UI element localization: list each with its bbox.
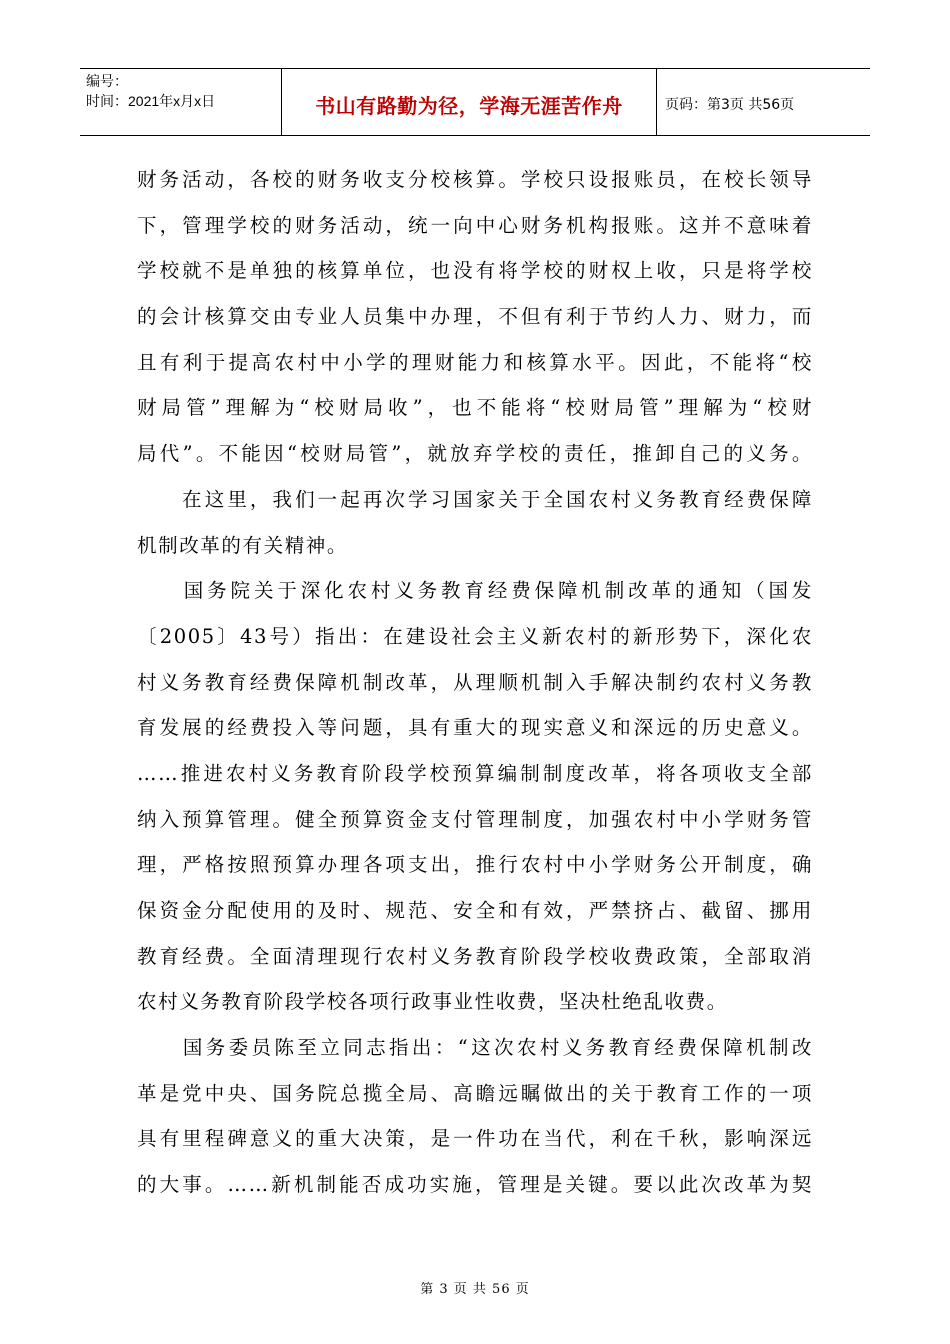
header-page-cell [657, 71, 870, 137]
body-line: 在这里，我们一起再次学习国家关于全国农村义务教育经费保障 [137, 487, 813, 511]
body-line: 农村义务教育阶段学校各项行政事业性收费，坚决杜绝乱收费。 [137, 990, 728, 1014]
document-number-label: 编号： [86, 73, 128, 89]
body-line: 且有利于提高农村中小学的理财能力和核算水平。因此，不能将“校 [137, 350, 813, 374]
body-line: 的大事。……新机制能否成功实施，管理是关键。要以此次改革为契 [137, 1173, 813, 1197]
body-line: 〔2005〕43号）指出：在建设社会主义新农村的新形势下，深化农 [137, 624, 813, 648]
body-line: 财务活动，各校的财务收支分校核算。学校只设报账员，在校长领导 [137, 168, 813, 191]
document-body [137, 157, 813, 1208]
header-motto: 书山有路勤为径，学海无涯苦作舟 [315, 93, 623, 118]
document-header [80, 68, 870, 136]
body-line: 国务院关于深化农村义务教育经费保障机制改革的通知（国发 [137, 579, 813, 603]
body-line: 学校就不是单独的核算单位，也没有将学校的财权上收，只是将学校 [137, 259, 813, 283]
document-time-label: 时间：2021年x月x日 [86, 93, 216, 109]
body-line: 的会计核算交由专业人员集中办理，不但有利于节约人力、财力，而 [137, 305, 813, 329]
body-line: 教育经费。全面清理现行农村义务教育阶段学校收费政策，全部取消 [137, 944, 813, 968]
body-line: 财局管”理解为“校财局收”，也不能将“校财局管”理解为“校财 [137, 396, 813, 420]
header-page-info: 页码：第3页 共56页 [665, 97, 795, 113]
body-line: 育发展的经费投入等问题，具有重大的现实意义和深远的历史意义。 [137, 716, 813, 740]
body-line: 村义务教育经费保障机制改革，从理顺机制入手解决制约农村义务教 [137, 670, 813, 694]
body-line: 下，管理学校的财务活动，统一向中心财务机构报账。这并不意味着 [137, 213, 813, 237]
body-line: ……推进农村义务教育阶段学校预算编制制度改革，将各项收支全部 [137, 761, 813, 785]
header-motto-cell [282, 69, 657, 135]
header-meta-cell [80, 69, 282, 135]
body-line: 国务委员陈至立同志指出：“这次农村义务教育经费保障机制改 [137, 1036, 813, 1060]
body-line: 具有里程碑意义的重大决策，是一件功在当代，利在千秋，影响深远 [137, 1127, 813, 1151]
body-line: 机制改革的有关精神。 [137, 533, 349, 557]
page-footer: 第 3 页 共 56 页 [420, 1282, 530, 1297]
body-line: 纳入预算管理。健全预算资金支付管理制度，加强农村中小学财务管 [137, 807, 813, 831]
body-line: 理，严格按照预算办理各项支出，推行农村中小学财务公开制度，确 [137, 853, 813, 877]
body-line: 局代”。不能因“校财局管”，就放弃学校的责任，推卸自己的义务。 [137, 442, 813, 466]
body-line: 革是党中央、国务院总揽全局、高瞻远瞩做出的关于教育工作的一项 [137, 1081, 813, 1105]
body-line: 保资金分配使用的及时、规范、安全和有效，严禁挤占、截留、挪用 [137, 899, 813, 922]
